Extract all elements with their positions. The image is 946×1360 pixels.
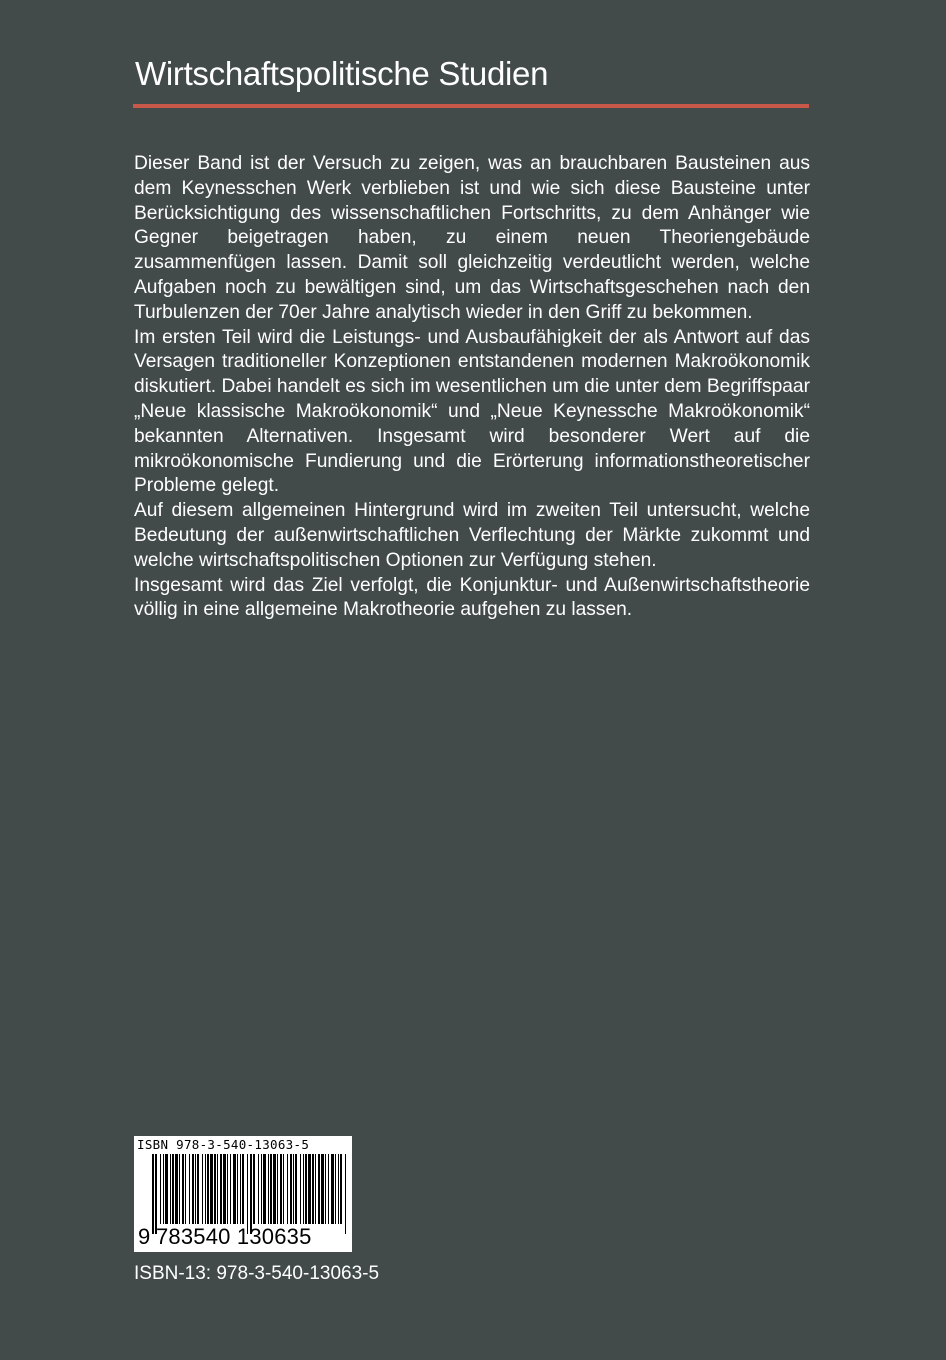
title-rule [133,104,809,108]
barcode-isbn-label: ISBN 978-3-540-13063-5 [137,1137,310,1152]
blurb-paragraph-1: Dieser Band ist der Versuch zu zeigen, was an brauchbaren Bausteinen aus dem Keynesschen Werk verblieben ist und wie sich diese Bausteine unter Berücksichtigung des wissenschaftlichen Fortschritts, zu dem Anhänger wie Gegner beigetragen haben, zu einem neuen Theoriengebäude zusammenfügen lassen. Damit soll gleichzeitig verdeutlicht werden, welche Aufgaben noch zu bewältigen sind, um das Wirtschaftsgeschehen nach den Turbulenzen der 70er Jahre analytisch wieder in den Griff zu bekommen. [134,153,810,323]
barcode-first-digit: 9 [138,1224,151,1249]
blurb-paragraph-4: Insgesamt wird das Ziel verfolgt, die Konjunktur- und Außenwirtschaftstheorie völlig in eine allgemeine Makrotheorie aufgehen zu lassen. [134,574,810,621]
isbn-barcode [134,1136,352,1252]
series-title: Wirtschaftspolitische Studien [135,55,549,92]
isbn-13: ISBN-13: 978-3-540-13063-5 [134,1263,380,1284]
blurb-paragraph-3: Auf diesem allgemeinen Hintergrund wird im zweiten Teil untersucht, welche Bedeutung der außenwirtschaftlichen Verflechtung der Märkte zukommt und welche wirtschaftspolitischen Optionen zur Verfügung stehen. [134,500,810,571]
blurb-paragraph-2: Im ersten Teil wird die Leistungs- und Ausbaufähigkeit der als Antwort auf das Versagen traditioneller Konzeptionen entstandenen modernen Makroökonomik diskutiert. Dabei handelt es sich im wesentlichen um die unter dem Begriffspaar „Neue klassische Makroökonomik“ und „Neue Keynessche Makroökonomik“ bekannten Alternativen. Insgesamt wird besonderer Wert auf die mikroökonomische Fundierung und die Erörterung informationstheoretischer Probleme gelegt. [134,326,810,497]
barcode-digits: 783540 130635 [156,1224,312,1249]
blurb-text [134,152,810,623]
barcode-bars-graphic [152,1154,348,1234]
